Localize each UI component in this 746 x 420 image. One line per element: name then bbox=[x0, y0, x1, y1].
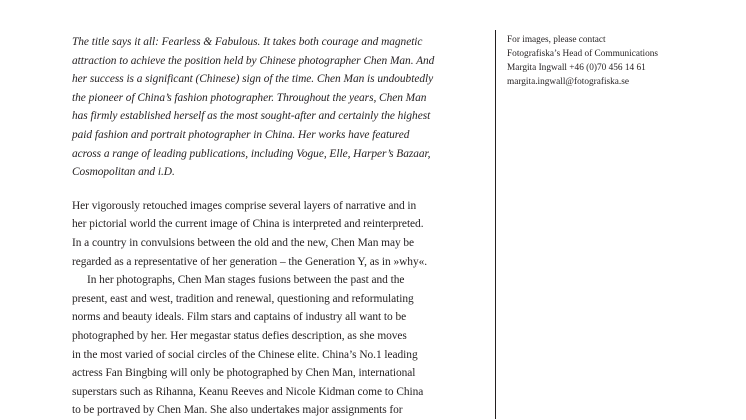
intro-line: attraction to achieve the position held by Chinese photographer Chen Man. And bbox=[72, 54, 435, 67]
body-paragraph-2 bbox=[72, 271, 484, 420]
contact-role: Fotografiska’s Head of Communications bbox=[507, 49, 659, 60]
body-line: superstars such as Rihanna, Keanu Reeves and Nicole Kidman come to China bbox=[72, 385, 424, 398]
contact-sidebar bbox=[507, 33, 737, 89]
intro-paragraph bbox=[72, 33, 484, 182]
intro-line: Cosmopolitan and i.D. bbox=[72, 166, 175, 179]
contact-name-phone: Margita Ingwall +46 (0)70 456 14 61 bbox=[507, 63, 646, 74]
intro-line: her success is a significant (Chinese) sign of the time. Chen Man is undoubtedly bbox=[72, 73, 434, 86]
body-line: In her photographs, Chen Man stages fusions between the past and the bbox=[87, 274, 405, 287]
contact-heading: For images, please contact bbox=[507, 35, 606, 45]
body-line: her pictorial world the current image of China is interpreted and reinterpreted. bbox=[72, 218, 424, 231]
body-line: norms and beauty ideals. Film stars and captains of industry all want to be bbox=[72, 311, 407, 324]
body-line: photographed by her. Her megastar status defies description, as she moves bbox=[72, 329, 407, 342]
body-paragraph-1 bbox=[72, 197, 484, 271]
intro-line: the pioneer of China’s fashion photographer. Throughout the years, Chen Man bbox=[72, 91, 427, 104]
body-text bbox=[72, 197, 484, 420]
intro-line: The title says it all: Fearless & Fabulous. It takes both courage and magnetic bbox=[72, 36, 423, 48]
body-line: present, east and west, tradition and renewal, questioning and reformulating bbox=[72, 292, 414, 305]
contact-email: margita.ingwall@fotografiska.se bbox=[507, 77, 629, 88]
intro-line: has firmly established herself as the most sought-after and certainly the highest bbox=[72, 110, 431, 123]
body-line: actress Fan Bingbing will only be photographed by Chen Man, international bbox=[72, 367, 416, 380]
intro-line: across a range of leading publications, including Vogue, Elle, Harper’s Bazaar, bbox=[72, 147, 431, 160]
body-line: to be portraved by Chen Man. She also undertakes major assignments for bbox=[72, 404, 403, 417]
body-line: In a country in convulsions between the old and the new, Chen Man may be bbox=[72, 236, 415, 249]
body-line: regarded as a representative of her generation – the Generation Y, as in »why«. bbox=[72, 255, 428, 268]
intro-line: paid fashion and portrait photographer in China. Her works have featured bbox=[72, 128, 410, 141]
body-line: in the most varied of social circles of the Chinese elite. China’s No.1 leading bbox=[72, 348, 418, 361]
body-line: Her vigorously retouched images comprise several layers of narrative and in bbox=[72, 199, 417, 212]
column-divider bbox=[495, 30, 496, 419]
main-text-column bbox=[72, 33, 484, 420]
